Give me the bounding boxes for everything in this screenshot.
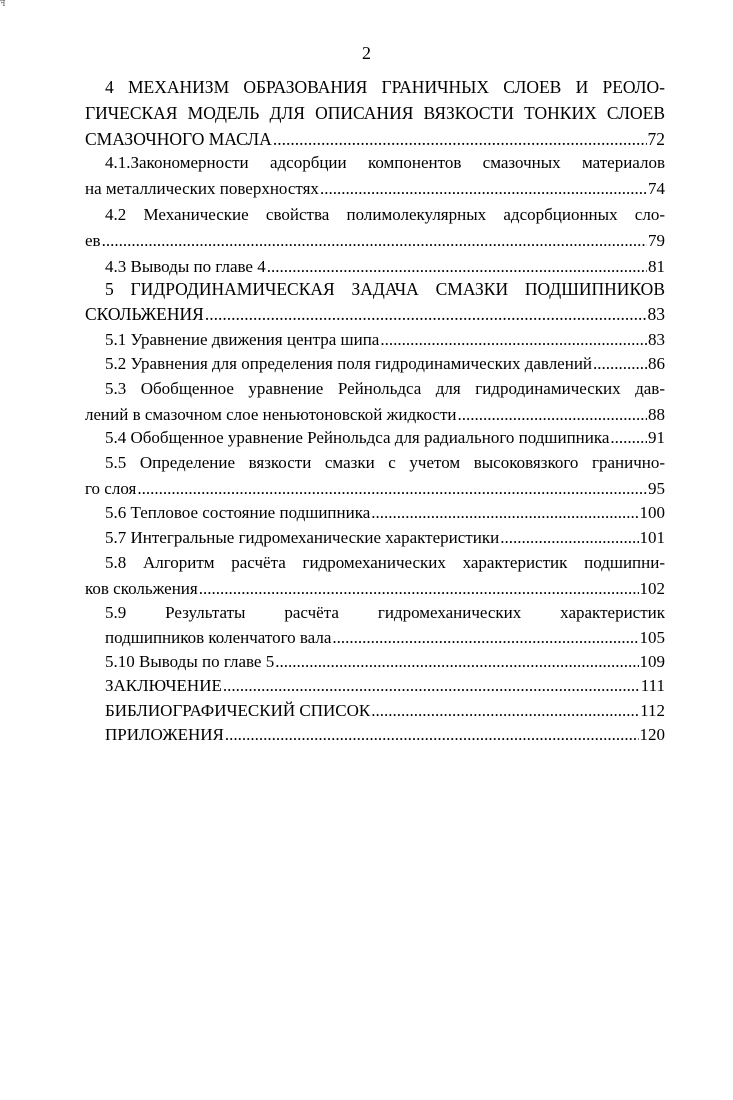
dot-leader: [225, 722, 639, 748]
toc-entry-page: 74: [648, 179, 665, 198]
dot-leader: [500, 525, 638, 551]
toc-entry-title: 5.6 Тепловое состояние подшипника: [105, 503, 371, 522]
toc-entry-title: ПРИЛОЖЕНИЯ: [105, 725, 224, 744]
toc-entry-page: 95: [648, 479, 665, 498]
toc-entry-last-line: [85, 625, 665, 650]
toc-entry-last-line: [85, 176, 665, 202]
toc-entry-page: 91: [648, 428, 665, 447]
toc-entry-last-line: [85, 649, 665, 675]
dot-leader: [223, 673, 640, 699]
toc-entry-page: 88: [648, 405, 665, 424]
toc-entry-line: ГИЧЕСКАЯ МОДЕЛЬ ДЛЯ ОПИСАНИЯ ВЯЗКОСТИ ТОНКИХ СЛОЕВ: [85, 103, 665, 123]
toc-entry-line: 5.5 Определение вязкости смазки с учетом высоковязкого гранично-: [105, 453, 665, 472]
dot-leader: [199, 576, 639, 602]
toc-entry-s5-5: [85, 450, 665, 502]
toc-entry-ch5: [85, 277, 665, 327]
toc-entry-title: 5.1 Уравнение движения центра шипа: [105, 330, 380, 349]
toc-entry-last-line: [85, 673, 665, 699]
toc-entry-title: подшипников коленчатого вала: [105, 628, 332, 647]
toc-entry-s4-2: [85, 202, 665, 254]
toc-entry-line: 5.3 Обобщенное уравнение Рейнольдса для гидродинамических дав-: [105, 379, 665, 398]
dot-leader: [380, 327, 647, 353]
toc-entry-s5-4: [85, 425, 665, 451]
toc-entry-s5-3: [85, 376, 665, 428]
toc-entry-last-line: [85, 228, 665, 254]
toc-entry-title: ЗАКЛЮЧЕНИЕ: [105, 676, 222, 695]
toc-entry-ch4: [85, 74, 665, 152]
toc-entry-title: БИБЛИОГРАФИЧЕСКИЙ СПИСОК: [105, 701, 371, 720]
toc-entry-s4-1: [85, 150, 665, 202]
toc-entry-title: го слоя: [85, 479, 137, 498]
dot-leader: [102, 228, 647, 254]
toc-entry-page: 86: [648, 354, 665, 373]
toc-entry-title: лений в смазочном слое неньютоновской жидкости: [85, 405, 457, 424]
toc-entry-title: 5.4 Обобщенное уравнение Рейнольдса для радиального подшипника: [105, 428, 610, 447]
toc-entry-biblio: [85, 698, 665, 724]
toc-entry-s5-6: [85, 500, 665, 526]
toc-entry-line: 4.2 Механические свойства полимолекулярных адсорбционных сло-: [105, 205, 665, 224]
toc-entry-page: 81: [648, 257, 665, 276]
toc-entry-line: 5.9 Результаты расчёта гидромеханических характеристик: [105, 603, 665, 622]
toc-entry-last-line: [85, 500, 665, 526]
toc-entry-page: 72: [647, 129, 665, 149]
page-number: 2: [362, 43, 371, 63]
toc-entry-last-line: [85, 698, 665, 724]
toc-entry-title: ков скольжения: [85, 579, 198, 598]
toc-entry-title: 5.10 Выводы по главе 5: [105, 652, 275, 671]
toc-entry-title: 5.2 Уравнения для определения поля гидродинамических давлений: [105, 354, 593, 373]
dot-leader: [371, 698, 639, 724]
toc-entry-title: СМАЗОЧНОГО МАСЛА: [85, 129, 272, 149]
dot-leader: [205, 302, 647, 327]
toc-entry-title: на металлических поверхностях: [85, 179, 319, 198]
toc-entry-line: 5 ГИДРОДИНАМИЧЕСКАЯ ЗАДАЧА СМАЗКИ ПОДШИПНИКОВ: [105, 279, 665, 299]
toc-entry-last-line: [85, 351, 665, 377]
toc-entry-page: 105: [639, 628, 665, 647]
dot-leader: [593, 351, 647, 377]
toc-entry-page: 109: [639, 652, 665, 671]
toc-entry-s5-7: [85, 525, 665, 551]
toc-entry-last-line: [85, 425, 665, 451]
toc-entry-appx: [85, 722, 665, 748]
toc-entry-page: 120: [639, 725, 665, 744]
toc-entry-title: ев: [85, 231, 101, 250]
toc-entry-last-line: [85, 576, 665, 602]
toc-entry-last-line: [85, 126, 665, 152]
toc-entry-s5-1: [85, 327, 665, 353]
toc-entry-title: 4.3 Выводы по главе 4: [105, 257, 266, 276]
dot-leader: [610, 425, 647, 451]
dot-leader: [275, 649, 638, 675]
toc-entry-last-line: [85, 525, 665, 551]
toc-entry-page: 79: [648, 231, 665, 250]
toc-entry-line: 4 МЕХАНИЗМ ОБРАЗОВАНИЯ ГРАНИЧНЫХ СЛОЕВ И РЕОЛО-: [105, 77, 665, 97]
toc-entry-s5-10: [85, 649, 665, 675]
toc-entry-title: 5.7 Интегральные гидромеханические характеристики: [105, 528, 500, 547]
toc-entry-page: 83: [648, 330, 665, 349]
toc-entry-page: 111: [640, 676, 665, 695]
toc-entry-s5-2: [85, 351, 665, 377]
toc-entry-page: 83: [647, 304, 665, 324]
toc-entry-title: СКОЛЬЖЕНИЯ: [85, 304, 204, 324]
dot-leader: [332, 625, 638, 650]
toc-entry-concl: [85, 673, 665, 699]
toc-entry-page: 100: [639, 503, 665, 522]
toc-entry-s5-9: [85, 600, 665, 650]
toc-entry-page: 102: [639, 579, 665, 598]
toc-entry-line: 5.8 Алгоритм расчёта гидромеханических характеристик подшипни-: [105, 553, 665, 572]
toc-entry-last-line: [85, 302, 665, 327]
scan-corner-mark: ꟻ: [0, 0, 6, 8]
toc-entry-page: 101: [639, 528, 665, 547]
toc-entry-s5-8: [85, 550, 665, 602]
toc-entry-page: 112: [640, 701, 665, 720]
dot-leader: [320, 176, 647, 202]
toc-entry-line: 4.1.Закономерности адсорбции компонентов смазочных материалов: [105, 153, 665, 172]
table-of-contents: [85, 74, 665, 774]
toc-entry-last-line: [85, 722, 665, 748]
dot-leader: [137, 476, 647, 502]
toc-entry-last-line: [85, 476, 665, 502]
dot-leader: [273, 126, 647, 152]
toc-entry-last-line: [85, 327, 665, 353]
dot-leader: [371, 500, 638, 526]
